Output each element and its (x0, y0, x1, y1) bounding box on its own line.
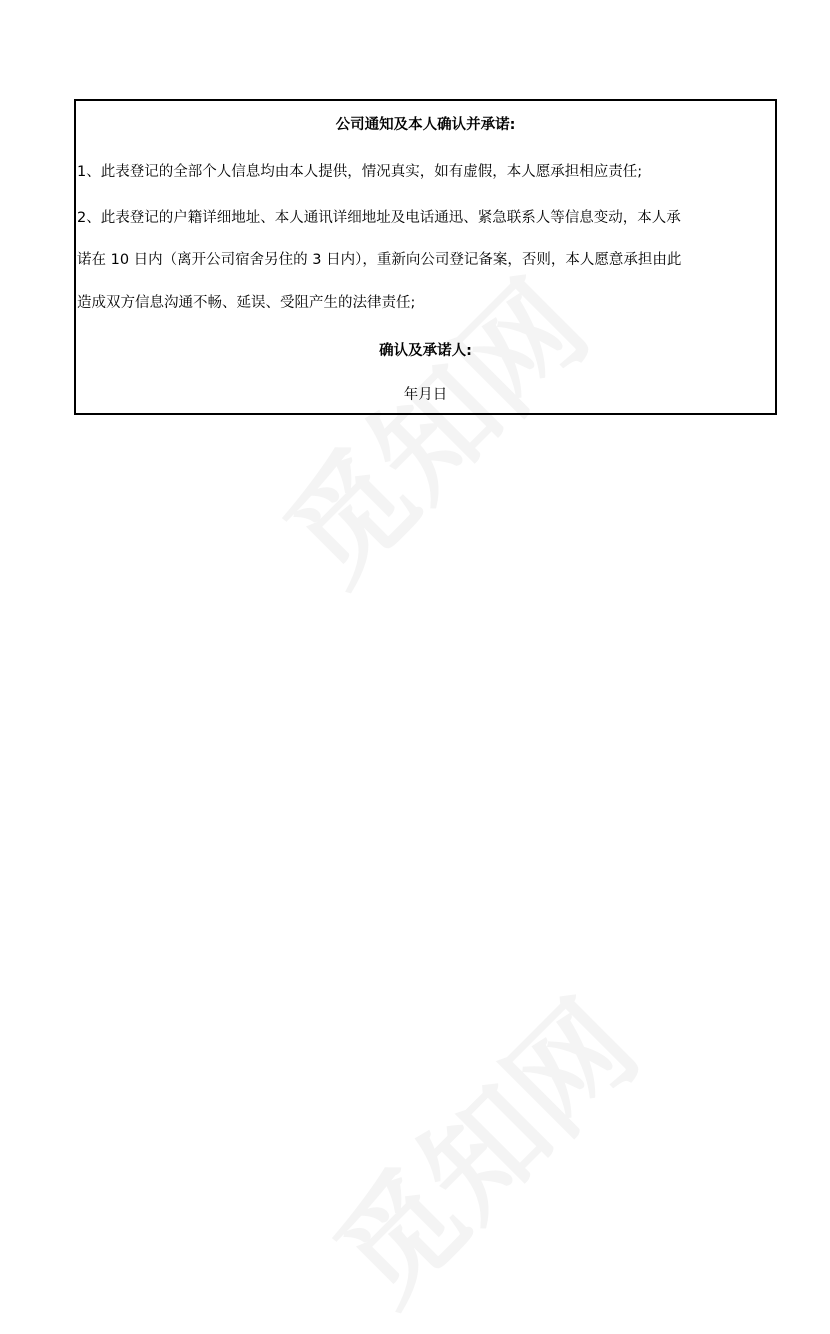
notice-title: 公司通知及本人确认并承诺: (335, 117, 516, 133)
notice-item-2-line-1: 2、此表登记的户籍详细地址、本人通讯详细地址及电话通迅、紧急联系人等信息变动，本人承 (77, 210, 681, 226)
signer-label: 确认及承诺人: (379, 343, 472, 359)
notice-item-2-line-3: 造成双方信息沟通不畅、延误、受阻产生的法律责任; (77, 295, 416, 311)
watermark (292, 958, 668, 1334)
date-label: 年月日 (403, 387, 448, 403)
notice-box (74, 99, 777, 415)
notice-item-2-line-2: 诺在 10 日内（离开公司宿舍另住的 3 日内），重新向公司登记备案，否则，本人愿意承担由此 (77, 252, 682, 268)
notice-item-1: 1、此表登记的全部个人信息均由本人提供，情况真实，如有虚假，本人愿承担相应责任; (77, 164, 643, 180)
